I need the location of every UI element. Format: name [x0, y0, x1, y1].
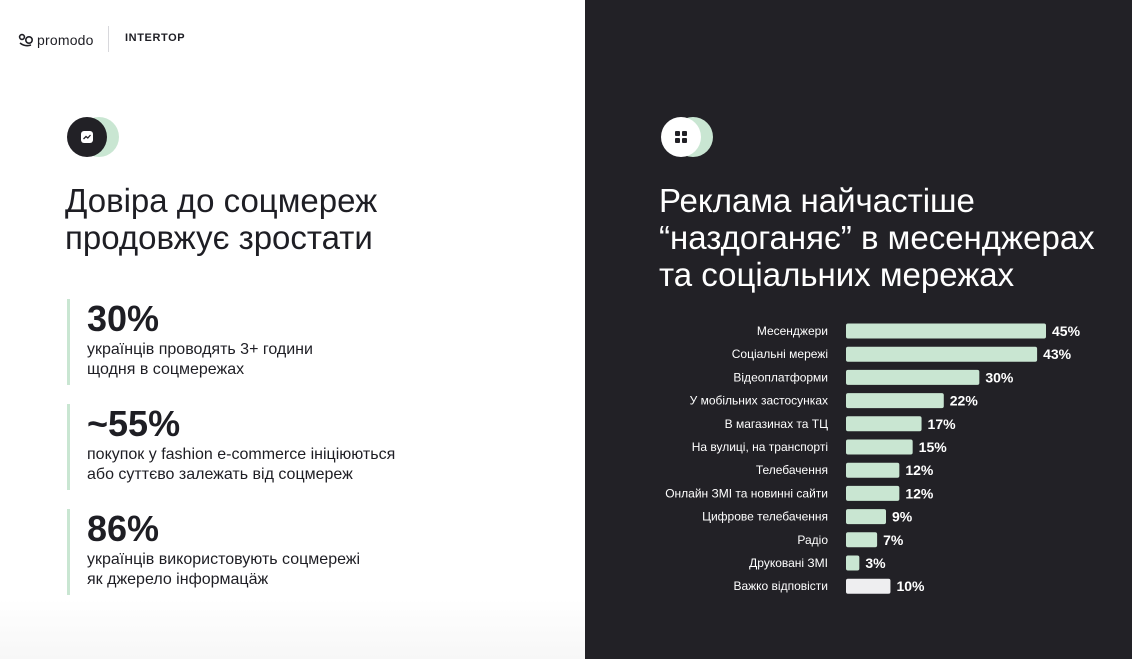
category-label: Месенджери — [756, 324, 828, 338]
bar — [846, 556, 859, 571]
left-panel-fade — [0, 599, 585, 659]
bar — [846, 463, 899, 478]
value-label: 45% — [1052, 323, 1081, 339]
stat-block — [67, 299, 313, 385]
category-label: У мобільних застосунках — [689, 393, 828, 408]
promodo-logo-icon — [18, 33, 34, 47]
trend-chart-icon — [80, 130, 94, 144]
stat-value: ~55% — [87, 403, 181, 444]
promodo-wordmark: promodo — [37, 32, 94, 48]
stat-description: українців проводять 3+ години щодня в соцмережах — [87, 341, 313, 378]
stat-value: 86% — [87, 508, 160, 549]
value-label: 10% — [896, 578, 925, 595]
value-label: 17% — [927, 415, 956, 432]
bar-chart — [585, 316, 1132, 601]
bar — [846, 393, 944, 408]
grid-icon — [674, 130, 688, 144]
category-label: Онлайн ЗМІ та новинні сайти — [665, 486, 828, 501]
stat-value: 30% — [87, 298, 160, 339]
promodo-logo — [18, 30, 94, 50]
bar — [846, 532, 877, 547]
category-label: Відеоплатформи — [733, 370, 828, 385]
category-label: Соціальні мережі — [731, 347, 828, 362]
category-label: В магазинах та ТЦ — [724, 416, 828, 431]
category-label: Важко відповісти — [733, 579, 828, 594]
value-label: 7% — [883, 531, 904, 548]
bar — [846, 509, 886, 524]
stat-description: покупок у fashion e-commerce ініціюються або суттєво залежать від соцмереж — [87, 446, 396, 483]
value-label: 3% — [865, 555, 886, 571]
bar — [846, 416, 922, 431]
stat-description: українців використовують соцмережі як джерело інформацäж — [87, 551, 361, 588]
value-label: 22% — [949, 392, 978, 409]
stat-block — [67, 509, 360, 595]
value-label: 15% — [918, 439, 947, 455]
value-label: 12% — [905, 485, 934, 502]
right-heading: Реклама найчастіше “наздоганяє” в месенджерах та соціальних мережах — [659, 182, 1095, 293]
trend-chart-badge — [67, 117, 119, 157]
brand-divider — [108, 26, 109, 52]
intertop-logo: INTERTOP — [125, 32, 186, 44]
bar — [846, 324, 1046, 339]
bar — [846, 579, 890, 594]
category-label: Друковані ЗМІ — [749, 556, 828, 570]
value-label: 9% — [892, 508, 913, 525]
left-heading: Довіра до соцмереж продовжує зростати — [65, 182, 378, 256]
category-label: Радіо — [797, 532, 828, 547]
category-label: На вулиці, на транспорті — [691, 440, 828, 454]
grid-badge — [661, 117, 713, 157]
bar — [846, 440, 913, 455]
bar — [846, 370, 979, 385]
category-label: Цифрове телебачення — [702, 509, 828, 524]
bar — [846, 347, 1037, 362]
category-label: Телебачення — [755, 463, 828, 478]
value-label: 30% — [985, 369, 1014, 386]
stat-block — [67, 404, 395, 490]
value-label: 43% — [1043, 346, 1072, 363]
bar — [846, 486, 899, 501]
value-label: 12% — [905, 462, 934, 479]
